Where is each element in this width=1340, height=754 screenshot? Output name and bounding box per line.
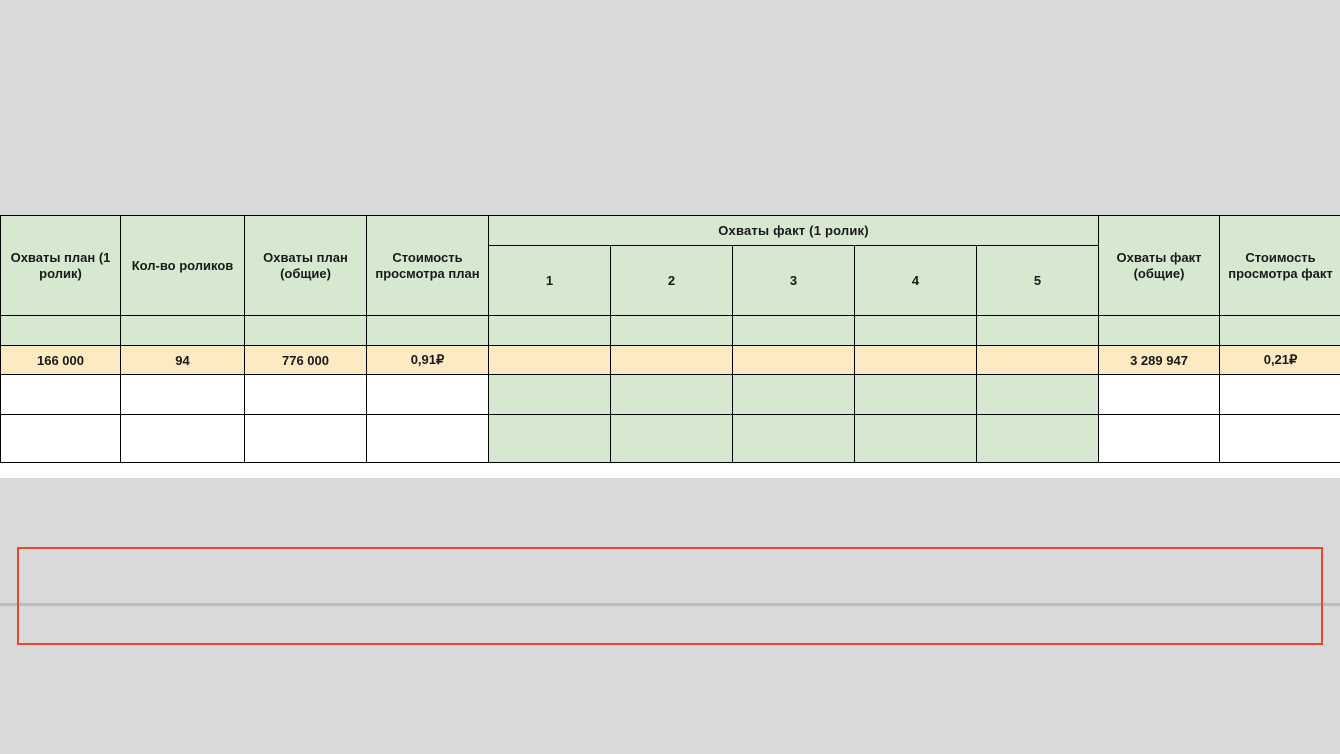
cell-empty[interactable] <box>121 415 245 463</box>
column-header-fact-3: 3 <box>733 246 855 316</box>
column-header-fact-2: 2 <box>611 246 733 316</box>
cell-stoimost-prosmotra-fakt[interactable]: 0,21₽ <box>1220 346 1340 375</box>
cell-empty[interactable] <box>1220 375 1340 415</box>
cell-empty-fact[interactable] <box>977 375 1099 415</box>
column-header-fact-1: 1 <box>489 246 611 316</box>
cell-empty[interactable] <box>1 415 121 463</box>
cell-empty-fact[interactable] <box>977 415 1099 463</box>
table-spacer-row <box>1 316 1340 346</box>
cell-empty-fact[interactable] <box>611 375 733 415</box>
column-header-fact-4: 4 <box>855 246 977 316</box>
table-row-empty[interactable] <box>1 375 1340 415</box>
spacer-cell <box>977 316 1099 346</box>
cell-empty-fact[interactable] <box>489 375 611 415</box>
cell-empty[interactable] <box>367 375 489 415</box>
cell-empty-fact[interactable] <box>855 415 977 463</box>
cell-empty[interactable] <box>1220 415 1340 463</box>
column-header-ohvaty-plan-obshie: Охваты план (общие) <box>245 216 367 316</box>
spacer-cell <box>611 316 733 346</box>
cell-empty[interactable] <box>121 375 245 415</box>
spacer-cell <box>1 316 121 346</box>
column-header-stoimost-prosmotra-plan: Стоимость просмотра план <box>367 216 489 316</box>
spacer-cell <box>1220 316 1340 346</box>
cell-empty-fact[interactable] <box>855 375 977 415</box>
cell-empty-fact[interactable] <box>611 415 733 463</box>
column-header-fact-5: 5 <box>977 246 1099 316</box>
cell-fact-3[interactable] <box>733 346 855 375</box>
spacer-cell <box>245 316 367 346</box>
campaign-metrics-table <box>0 215 1340 463</box>
cell-fact-5[interactable] <box>977 346 1099 375</box>
spacer-cell <box>367 316 489 346</box>
cell-fact-2[interactable] <box>611 346 733 375</box>
selection-highlight-box <box>17 547 1323 645</box>
cell-kol-vo-rolikov[interactable]: 94 <box>121 346 245 375</box>
column-header-ohvaty-plan-rolik: Охваты план (1 ролик) <box>1 216 121 316</box>
cell-empty[interactable] <box>367 415 489 463</box>
cell-fact-1[interactable] <box>489 346 611 375</box>
cell-empty[interactable] <box>1099 415 1220 463</box>
spreadsheet-area <box>0 215 1340 478</box>
cell-empty-fact[interactable] <box>733 415 855 463</box>
cell-stoimost-prosmotra-plan[interactable]: 0,91₽ <box>367 346 489 375</box>
row-shadow <box>0 603 1340 606</box>
table-header-row-top <box>1 216 1340 246</box>
cell-ohvaty-fakt-obshie[interactable]: 3 289 947 <box>1099 346 1220 375</box>
cell-ohvaty-plan-rolik[interactable]: 166 000 <box>1 346 121 375</box>
spacer-cell <box>489 316 611 346</box>
spacer-cell <box>855 316 977 346</box>
spacer-cell <box>733 316 855 346</box>
spacer-cell <box>1099 316 1220 346</box>
cell-empty[interactable] <box>1099 375 1220 415</box>
table-row-empty[interactable] <box>1 415 1340 463</box>
column-header-kol-vo-rolikov: Кол-во роликов <box>121 216 245 316</box>
column-header-ohvaty-fakt-obshie: Охваты факт (общие) <box>1099 216 1220 316</box>
spacer-cell <box>121 316 245 346</box>
cell-fact-4[interactable] <box>855 346 977 375</box>
cell-empty[interactable] <box>245 415 367 463</box>
column-header-stoimost-prosmotra-fakt: Стоимость просмотра факт <box>1220 216 1340 316</box>
cell-ohvaty-plan-obshie[interactable]: 776 000 <box>245 346 367 375</box>
cell-empty-fact[interactable] <box>733 375 855 415</box>
cell-empty-fact[interactable] <box>489 415 611 463</box>
cell-empty[interactable] <box>245 375 367 415</box>
cell-empty[interactable] <box>1 375 121 415</box>
table-row[interactable] <box>1 346 1340 375</box>
column-group-header-ohvaty-fakt: Охваты факт (1 ролик) <box>489 216 1099 246</box>
